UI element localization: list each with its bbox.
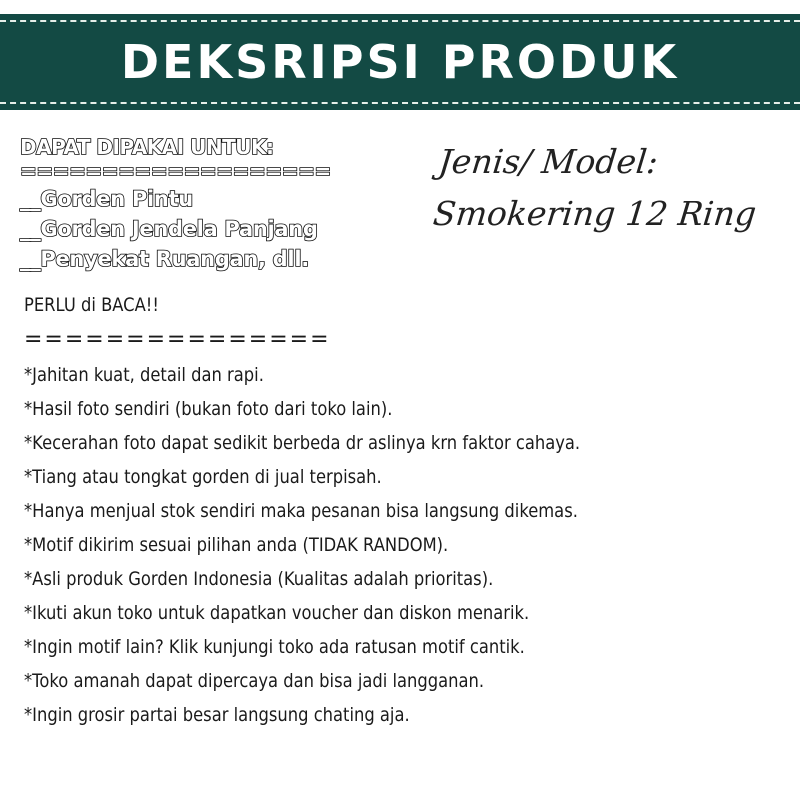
notes-title: PERLU di BACA!! xyxy=(24,294,159,316)
usage-item: __Gorden Pintu xyxy=(20,187,193,211)
usage-separator: =================== xyxy=(20,159,331,183)
list-item: *Toko amanah dapat dipercaya dan bisa jadi langganan. xyxy=(24,670,485,692)
notes-section xyxy=(24,288,794,732)
usage-item: __Penyekat Ruangan, dll. xyxy=(20,247,309,271)
list-item: *Ingin motif lain? Klik kunjungi toko ada ratusan motif cantik. xyxy=(24,636,525,658)
list-item: *Ingin grosir partai besar langsung chating aja. xyxy=(24,704,410,726)
banner-bottom-stitch xyxy=(0,102,800,104)
list-item: *Motif dikirim sesuai pilihan anda (TIDAK RANDOM). xyxy=(24,534,449,556)
list-item: *Hanya menjual stok sendiri maka pesanan bisa langsung dikemas. xyxy=(24,500,578,522)
notes-list xyxy=(24,358,794,732)
header-banner xyxy=(0,14,800,110)
list-item: *Hasil foto sendiri (bukan foto dari toko lain). xyxy=(24,398,393,420)
list-item: *Tiang atau tongkat gorden di jual terpisah. xyxy=(24,466,382,488)
list-item: *Asli produk Gorden Indonesia (Kualitas adalah prioritas). xyxy=(24,568,494,590)
list-item: *Kecerahan foto dapat sedikit berbeda dr aslinya krn faktor cahaya. xyxy=(24,432,581,454)
list-item: *Ikuti akun toko untuk dapatkan voucher dan diskon menarik. xyxy=(24,602,530,624)
usage-item: __Gorden Jendela Panjang xyxy=(20,217,318,241)
notes-separator: =============== xyxy=(24,327,331,352)
usage-section xyxy=(20,134,400,274)
list-item: *Jahitan kuat, detail dan rapi. xyxy=(24,364,264,386)
page-title: DEKSRIPSI PRODUK xyxy=(120,35,680,89)
model-value: Smokering 12 Ring xyxy=(431,194,759,233)
usage-heading: DAPAT DIPAKAI UNTUK: xyxy=(20,135,274,159)
model-info xyxy=(431,136,792,240)
model-label: Jenis/ Model: xyxy=(436,142,660,181)
